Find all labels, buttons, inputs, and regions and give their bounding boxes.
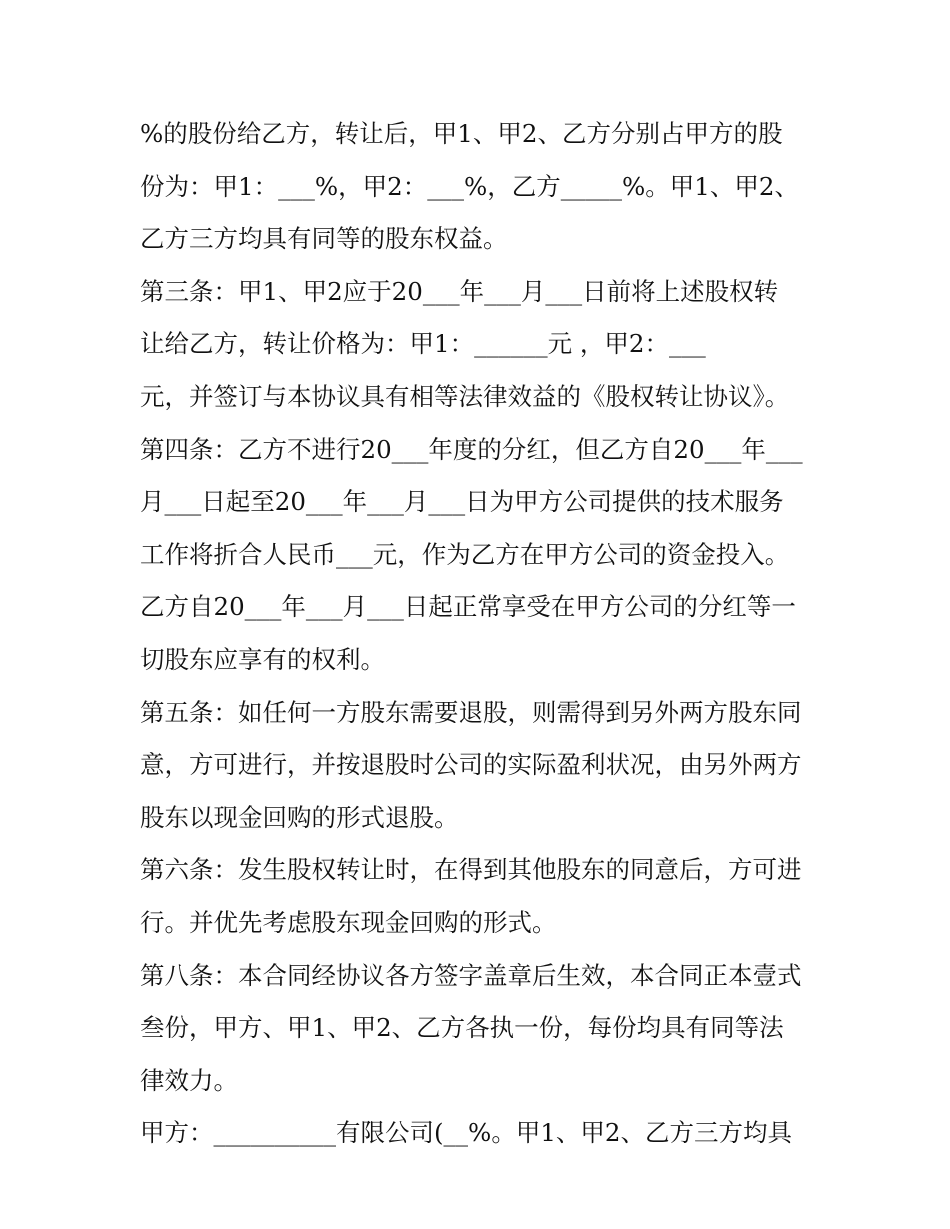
- text-line-article-5-conditions: 意，方可进行，并按退股时公司的实际盈利状况，由另外两方: [140, 750, 802, 780]
- text-line-article-6-start: 第六条：发生股权转让时，在得到其他股东的同意后，方可进: [140, 855, 802, 885]
- text-line-article-5-buyback: 股东以现金回购的形式退股。: [140, 802, 459, 832]
- text-line-article-5-start: 第五条：如任何一方股东需要退股，则需得到另外两方股东同: [140, 697, 802, 727]
- text-line-article-3-agreement: 元，并签订与本协议具有相等法律效益的《股权转让协议》。: [140, 381, 790, 411]
- text-line-article-8-effect: 律效力。: [140, 1065, 238, 1095]
- text-line-article-4-dates: 月___日起至20___年___月___日为甲方公司提供的技术服务: [140, 487, 784, 517]
- text-line-article-4-rights: 切股东应享有的权利。: [140, 644, 385, 674]
- text-line-party-a-signature: 甲方：__________有限公司(__%。甲1、甲2、乙方三方均具: [140, 1118, 793, 1148]
- contract-body-text: [140, 108, 840, 1160]
- text-line-article-6-priority: 行。并优先考虑股东现金回购的形式。: [140, 907, 557, 937]
- text-line-article-8-copies: 叁份，甲方、甲1、甲2、乙方各执一份，每份均具有同等法: [140, 1013, 784, 1043]
- text-line-equal-rights: 乙方三方均具有同等的股东权益。: [140, 224, 508, 254]
- text-line-article-4-dividends: 乙方自20___年___月___日起正常享受在甲方公司的分红等一: [140, 592, 796, 622]
- text-line-share-percentages: 份为：甲1：___%，甲2：___%，乙方_____%。甲1、甲2、: [140, 171, 799, 201]
- text-line-article-3-start: 第三条：甲1、甲2应于20___年___月___日前将上述股权转: [140, 276, 779, 306]
- text-line-article-4-start: 第四条：乙方不进行20___年度的分红，但乙方自20___年___: [140, 434, 803, 464]
- text-line-article-4-investment: 工作将折合人民币___元，作为乙方在甲方公司的资金投入。: [140, 539, 790, 569]
- text-line-share-transfer: %的股份给乙方，转让后，甲1、甲2、乙方分别占甲方的股: [140, 119, 783, 148]
- text-line-article-3-price: 让给乙方，转让价格为：甲1：______元 ，甲2：___: [140, 329, 706, 359]
- text-line-article-8-start: 第八条：本合同经协议各方签字盖章后生效，本合同正本壹式: [140, 960, 802, 990]
